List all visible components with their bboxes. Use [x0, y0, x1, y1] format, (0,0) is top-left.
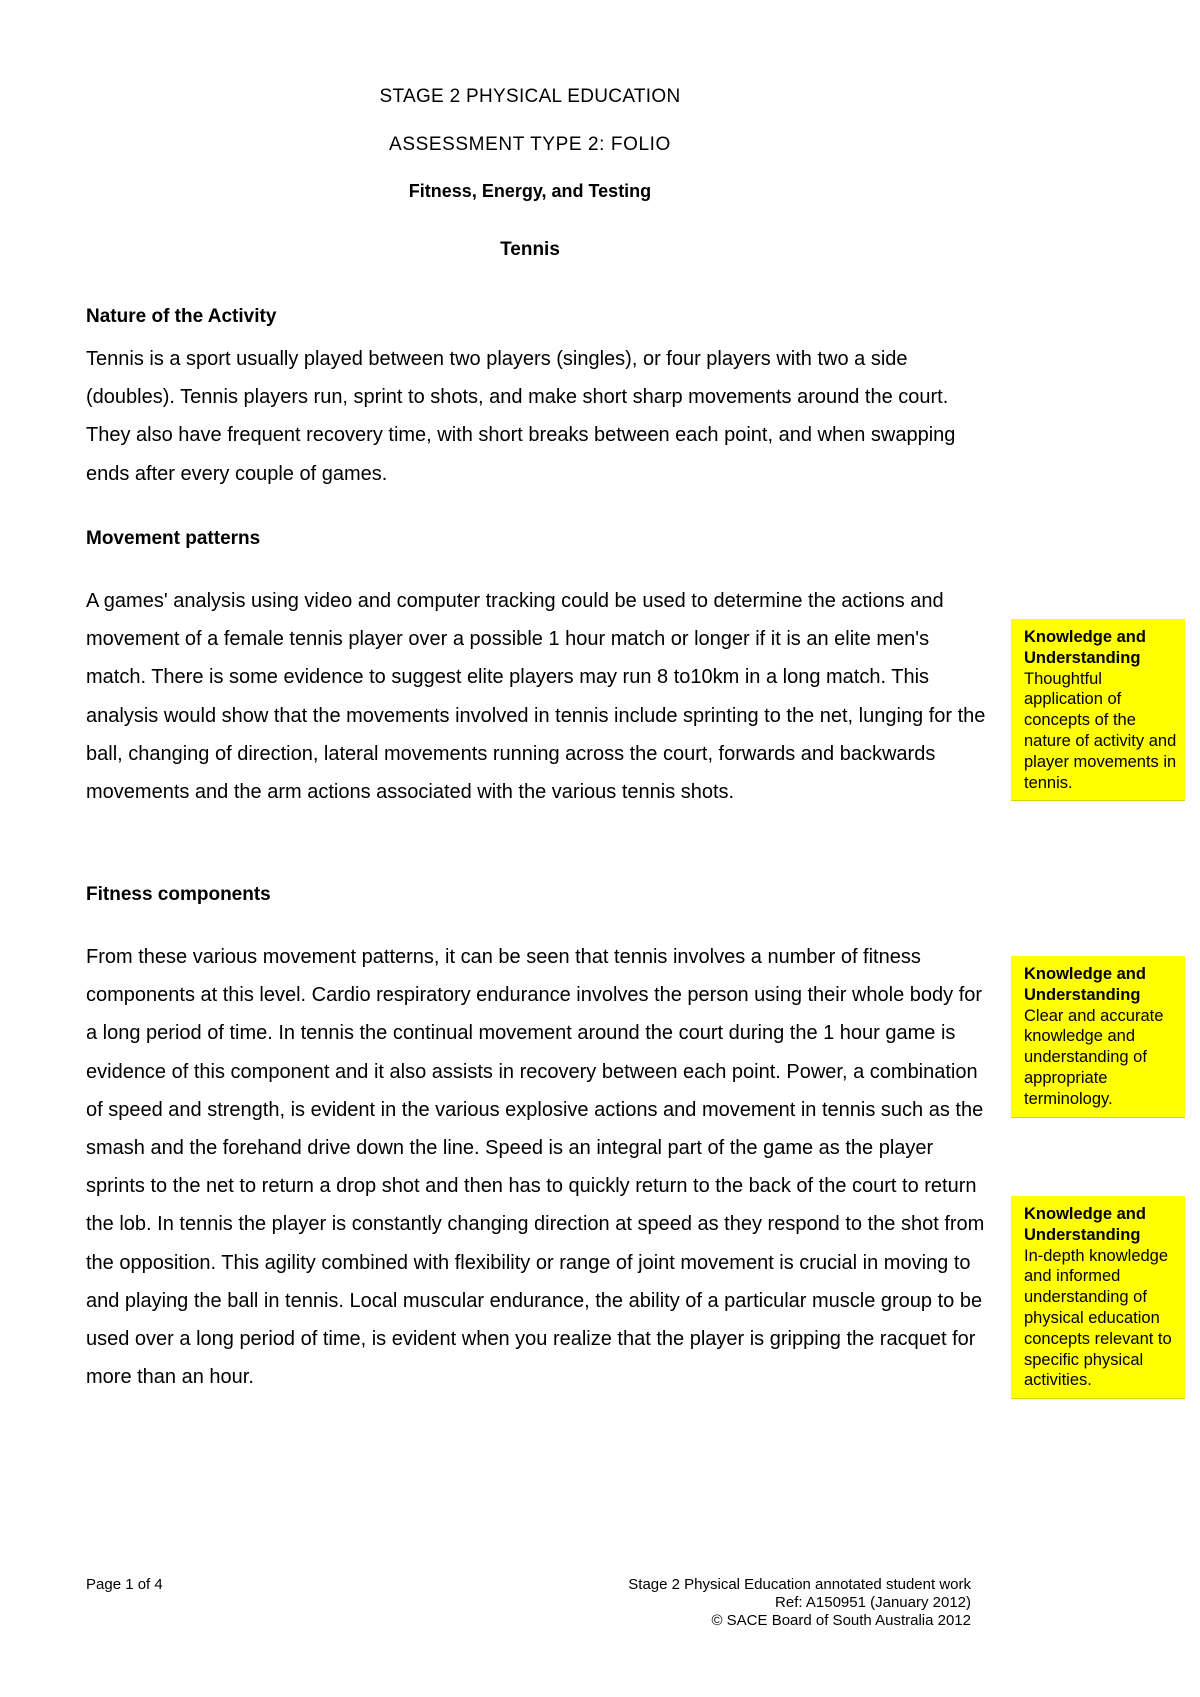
annotation-note [1011, 956, 1185, 1118]
activity-title: Tennis [500, 239, 560, 260]
section-heading-nature: Nature of the Activity [86, 306, 277, 327]
assessment-type-title: ASSESSMENT TYPE 2: FOLIO [389, 134, 671, 155]
annotation-heading: Knowledge and Understanding [1024, 965, 1146, 1004]
subject-title: STAGE 2 PHYSICAL EDUCATION [379, 86, 681, 107]
section-body-fitness: From these various movement patterns, it can be seen that tennis involves a number of fitness components at this level. Cardio respiratory endurance involves the person using their whole body for a long period of time. In tennis the continual movement around the court during the 1 hour game is evidence of this component and it also assists in recovery between each point. Power, a combination of speed and strength, is evident in the various explosive actions and movement in tennis such as the smash and the forehand drive down the line. Speed is an integral part of the game as the player sprints to the net to return a drop shot and then has to quickly return to the back of the court to return the lob. In tennis the player is constantly changing direction at speed as they respond to the shot from the opposition. This agility combined with flexibility or range of joint movement is crucial in moving to and playing the ball in tennis. Local muscular endurance, the ability of a particular muscle group to be used over a long period of time, is evident when you realize that the player is gripping the racquet for more than an hour. [86, 946, 985, 1389]
annotation-heading: Knowledge and Understanding [1024, 1205, 1146, 1244]
annotation-note [1011, 619, 1185, 801]
annotation-text: Thoughtful application of concepts of the nature of activity and player movements in tennis. [1024, 669, 1177, 792]
footer-line-copyright: © SACE Board of South Australia 2012 [711, 1612, 971, 1629]
annotation-text: In-depth knowledge and informed understanding of physical education concepts relevant to specific physical activities. [1024, 1246, 1172, 1390]
page-number: Page 1 of 4 [86, 1576, 163, 1593]
topic-title: Fitness, Energy, and Testing [408, 181, 652, 201]
section-body-nature: Tennis is a sport usually played between two players (singles), or four players with two a side (doubles). Tennis players run, sprint to shots, and make short sharp movements around the court. They also have frequent recovery time, with short breaks between each point, and when swapping ends after every couple of games. [86, 348, 956, 485]
annotation-text: Clear and accurate knowledge and understanding of appropriate terminology. [1024, 1006, 1164, 1108]
annotation-heading: Knowledge and Understanding [1024, 628, 1146, 667]
section-heading-movement: Movement patterns [86, 528, 261, 549]
section-body-movement: A games' analysis using video and computer tracking could be used to determine the actions and movement of a female tennis player over a possible 1 hour match or longer if it is an elite men's match. There is some evidence to suggest elite players may run 8 to10km in a long match. This analysis would show that the movements involved in tennis include sprinting to the net, lunging for the ball, changing of direction, lateral movements running across the court, forwards and backwards movements and the arm actions associated with the various tennis shots. [86, 590, 986, 804]
footer-line-title: Stage 2 Physical Education annotated student work [628, 1576, 971, 1593]
section-heading-fitness: Fitness components [86, 884, 271, 905]
annotation-note [1011, 1196, 1185, 1399]
footer-line-ref: Ref: A150951 (January 2012) [775, 1594, 971, 1611]
footer-reference [628, 1576, 971, 1630]
